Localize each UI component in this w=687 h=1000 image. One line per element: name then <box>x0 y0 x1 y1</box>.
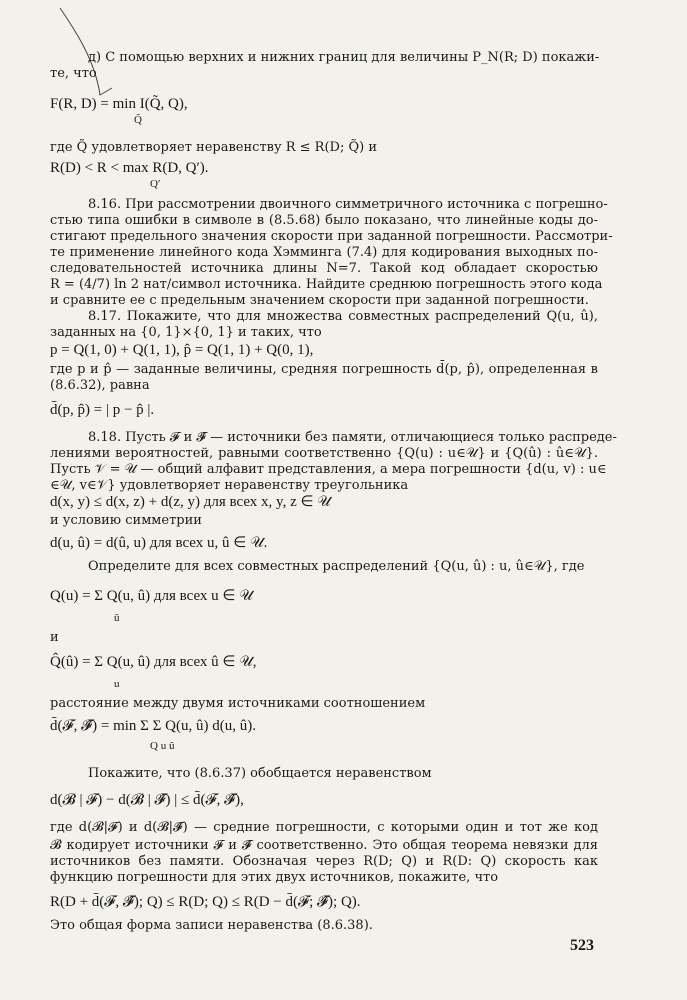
problem-8-17-line-3: где p и p̂ — заданные величины, средняя погрешность d̄(p, p̂), определенная в <box>50 362 598 377</box>
problem-8-18-line-6: Определите для всех совместных распределений {Q(u, û) : u, û∈𝒰}, где <box>88 559 585 574</box>
formula-9: d̄(𝓕, 𝓕̂) = min Σ Σ Q(u, û) d(u, û). <box>50 718 256 734</box>
problem-8-16-line-3: стигают предельного значения скорости при заданной погрешности. Рассмотри- <box>50 229 613 244</box>
problem-8-18-line-2: лениями вероятностей, равными соответственно {Q(u) : u∈𝒰} и {Q(û) : û∈𝒰}. <box>50 446 598 461</box>
formula-11: R(D + d̄(𝓕, 𝓕̂); Q) ≤ R(D; Q) ≤ R(D − d̄(𝓕; 𝓕̂); Q). <box>50 894 361 910</box>
formula-8-subscript: u <box>114 678 120 690</box>
problem-8-18-and: и <box>50 630 59 645</box>
problem-8-18-line-1: 8.18. Пусть 𝓕 и 𝓕̂ — источники без памяти, отличающиеся только распреде- <box>88 430 617 445</box>
page-number: 523 <box>570 937 594 954</box>
formula-4: d̄(p, p̂) = | p − p̂ |. <box>50 402 155 418</box>
formula-8: Q̂(û) = Σ Q(u, û) для всех û ∈ 𝒰, <box>50 654 257 670</box>
problem-8-17-line-4: (8.6.32), равна <box>50 378 150 393</box>
formula-5: d(x, y) ≤ d(x, z) + d(z, y) для всех x, y, z ∈ 𝒰 <box>50 494 331 510</box>
text-line-1: д) С помощью верхних и нижних границ для величины P_N(R; D) покажи- <box>88 50 600 65</box>
problem-8-18-line-10: 𝓑 кодирует источники 𝓕 и 𝓕̂ соответственно. Это общая теорема невязки для <box>50 838 598 853</box>
problem-8-18-line-12: функцию погрешности для этих двух источников, покажите, что <box>50 870 499 885</box>
problem-8-18-line-7: расстояние между двумя источниками соотношением <box>50 696 426 711</box>
formula-10: d(𝓑 | 𝓕) − d(𝓑 | 𝓕̂) | ≤ d̄(𝓕, 𝓕̂), <box>50 792 244 808</box>
problem-8-18-line-5: и условию симметрии <box>50 513 202 528</box>
formula-9-subscript: Q u û <box>150 740 175 752</box>
problem-8-18-line-11: источников без памяти. Обозначая через R(D; Q) и R(D: Q) скорость как <box>50 854 598 869</box>
formula-3: p = Q(1, 0) + Q(1, 1), p̂ = Q(1, 1) + Q(0, 1), <box>50 342 314 358</box>
problem-8-18-line-9: где d(𝓑|𝓕) и d(𝓑|𝓕̂) — средние погрешности, с которыми один и тот же код <box>50 820 598 835</box>
problem-8-17-line-1: 8.17. Покажите, что для множества совместных распределений Q(u, û), <box>88 309 598 324</box>
problem-8-16-line-2: стью типа ошибки в символе в (8.5.68) было показано, что линейные коды до- <box>50 213 598 228</box>
formula-7: Q(u) = Σ Q(u, û) для всех u ∈ 𝒰 <box>50 588 253 604</box>
formula-1: F(R, D) = min I(Q̃, Q), <box>50 96 188 112</box>
problem-8-16-line-1: 8.16. При рассмотрении двоичного симметричного источника с погрешно- <box>88 197 608 212</box>
problem-8-16-line-6: R = (4/7) ln 2 нат/символ источника. Найдите среднюю погрешность этого кода <box>50 277 603 292</box>
text-line-3: где Q̃ удовлетворяет неравенству R ≤ R(D; Q̃) и <box>50 140 378 155</box>
problem-8-18-line-8: Покажите, что (8.6.37) обобщается неравенством <box>88 766 432 781</box>
problem-8-16-line-4: те применение линейного кода Хэмминга (7.4) для кодирования выходных по- <box>50 245 598 260</box>
problem-8-16-line-7: и сравните ее с предельным значением скорости при заданной погрешности. <box>50 293 589 308</box>
formula-2-subscript: Q′ <box>150 178 161 190</box>
formula-1-subscript: Q̃ <box>134 114 142 126</box>
formula-6: d(u, û) = d(û, u) для всех u, û ∈ 𝒰. <box>50 535 268 551</box>
problem-8-18-line-13: Это общая форма записи неравенства (8.6.38). <box>50 918 373 933</box>
problem-8-17-line-2: заданных на {0, 1}×{0, 1} и таких, что <box>50 325 322 340</box>
problem-8-18-line-3: Пусть 𝒱 = 𝒰 — общий алфавит представления, а мера погрешности {d(u, v) : u∈ <box>50 462 607 477</box>
problem-8-18-line-4: ∈𝒰, v∈𝒱} удовлетворяет неравенству треугольника <box>50 478 409 493</box>
text-line-2: те, что <box>50 66 97 81</box>
formula-2: R(D) < R < max R(D, Q′). <box>50 160 209 176</box>
problem-8-16-line-5: следовательностей источника длины N=7. Такой код обладает скоростью <box>50 261 598 276</box>
formula-7-subscript: û <box>114 612 120 624</box>
